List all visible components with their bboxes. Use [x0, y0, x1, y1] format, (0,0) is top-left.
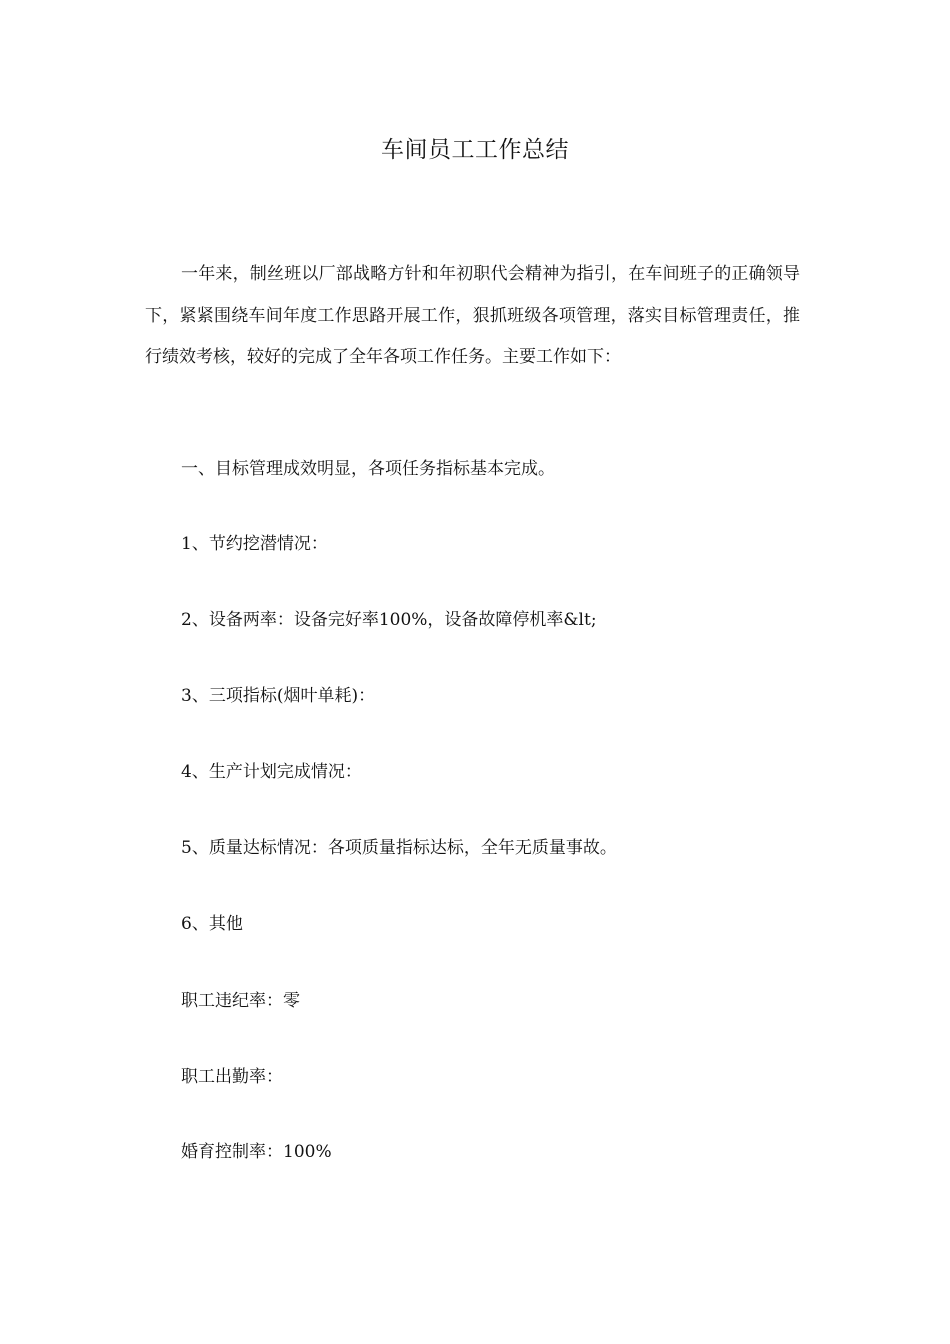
list-item-savings: 1、节约挖潜情况：	[181, 534, 328, 554]
section-heading: 一、目标管理成效明显，各项任务指标基本完成。	[181, 459, 555, 479]
list-item-equipment-rates: 2、设备两率：设备完好率100%，设备故障停机率&lt;	[181, 610, 597, 630]
intro-paragraph: 一年来，制丝班以厂部战略方针和年初职代会精神为指引，在车间班子的正确领导下，紧紧围绕车间年度工作思路开展工作，狠抓班级各项管理，落实目标管理责任，推行绩效考核，较好的完成了全年各项工作任务。主要工作如下：	[145, 264, 800, 367]
list-item-production-plan: 4、生产计划完成情况：	[181, 762, 362, 782]
stat-discipline-rate: 职工违纪率：零	[181, 991, 300, 1011]
stat-attendance-rate: 职工出勤率：	[181, 1067, 283, 1087]
list-item-other: 6、其他	[181, 914, 243, 934]
document-title: 车间员工工作总结	[381, 137, 569, 163]
list-item-three-indicators: 3、三项指标(烟叶单耗)：	[181, 686, 376, 706]
stat-family-planning-rate: 婚育控制率：100%	[181, 1142, 332, 1162]
list-item-quality: 5、质量达标情况：各项质量指标达标，全年无质量事故。	[181, 838, 617, 858]
